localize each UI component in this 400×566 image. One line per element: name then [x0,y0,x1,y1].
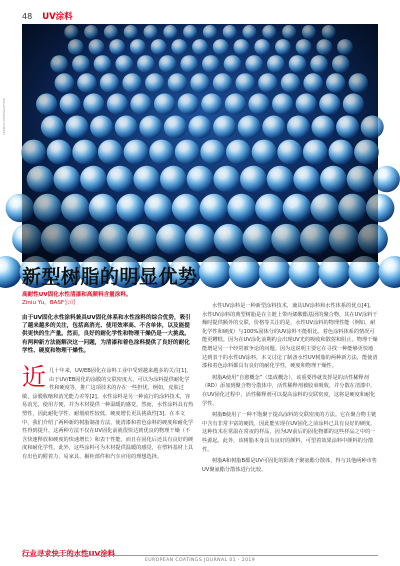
page-header [22,10,73,22]
page-footer [22,555,378,563]
drop-cap: 近 [22,363,46,392]
article-title: 新型树脂的明显优势 [22,266,198,288]
section-subheading: 行业寻求快干的水性UV涂料 [22,549,116,558]
right-column [202,302,378,477]
sphere-array-illustration [22,24,378,262]
byline-author: Ziniu Yu，BASF公司 [22,299,76,306]
sphere [0,256,22,288]
byline [22,292,194,307]
body-paragraph: 树脂A和树脂B都是UV可固化的阳离子聚氨酯分散体，得与其他两种市售UV聚氨酯分散体进行比较。 [202,458,377,473]
body-paragraph: 树脂B使用了一种不饱聚于提高涂料的交联密度的方法。它在聚合物主链中含有非常丰富的硬段，因此能实现在UV固化之前涂料已具有良好的硬度。这种技术在常温在常夜的样品，因为UV前后的固化物都的这些样品之中的一些源起。此外，该树脂本身具有良好的颜料，可望着效果涂料中颜料的分散性。 [202,412,377,453]
intro-text: 几十年来，UV/EB固化在涂料工业中受到越来越多的关注[1]。由于UV/EB固化的涂膜的交联密度大，可以为涂料提供耐化学性和硬度等，推广这项技术的存在一些担忧，例如，皮肤过敏，涂膜收缩和消光能力差等[2]。水性涂料是另一种流行的涂料技术，容易消光，使用方便，并为木材提供一种温暖的感觉。然而，水性涂料具有热塑性，因此耐化学性、耐划痕性较低、硬度增长更具挑战性[3]。在本文中，我们介绍了两种新的树脂制备方法，使清漆和着色涂料的硬度和耐化学性得到提升。这两种方法不仅在UV固化前就很快达到优良的物理干燥（不含快速释放和硬度的快速增长）和表干性能，而且在固化后还具有良好的硬度和耐化学性。此外，这些涂料可为木材提供温暖的感觉，在塑料基材上具有出色的附着力、易家具、橱柜部件和汽车应用的理想选择。 [22,368,194,460]
photo-credit: ANDREAS DÖHRING/VETTER [3,98,6,135]
sphere [378,256,400,288]
section-title: UV涂料 [42,12,73,22]
page-number: 48 [22,12,33,21]
body-paragraph: 树脂A使用“自愈概念”（集成概念），该重要得就发挥是的活性稀释剂（RD）添加到聚合物分散体中，活性稀释剂被胶束吸收，并分散在清漆中。在UV固化过程中，活性稀释剂可以提高涂料的交联密度，这将是硬度和耐化学性。 [202,374,376,407]
left-column [22,292,194,462]
article-abstract: 由于UV固化水性涂料兼具UV固化体系和水性涂料的综合优势，吸引了越来越多的关注，包括高消光、使用效率高、不含单体，以及能提供更快的生产量。然而，良好的耐化学性和物理干燥仍是一大挑战。有两种新方法能解决这一问题，为清漆和着色涂料提供了良好的耐化学性、硬度和物理干燥性。 [22,315,191,354]
intro-paragraph [22,363,194,462]
hero-image [22,24,378,262]
journal-name: EUROPEAN COATINGS JOURNAL 01 - 2019 [144,558,256,563]
body-paragraph: 水性UV涂料是一种新型涂料技术，兼具UV涂料和水性体系的优点[4]。水性UV涂料的典型树脂是在主链上带丙烯酸酯基团的聚合物。其在UV涂料干燥时提供额外的交联，价格等关注的是，水性UV涂料的物理性能（例如，耐化学性和硬度）与100%固体分的UV涂料不能相比。着色涂料体系的情况可能更糟糕。因为在UV涂化前期约会出现UV光的吸收和散射和阻止。物理干燥能增是另一个经常被争论的问题。因为这说明主要它在寻找一种能够更快地达到表干的水性UV涂料。本文讨论了制备水性UV树脂的两种新方法，能使清漆和着色涂料都具有良好的耐化学性，硬度和物理干燥性。 [202,303,378,370]
byline-summary: 高耐性UV固化水性清漆和高颜料含量涂料。 [22,292,132,298]
